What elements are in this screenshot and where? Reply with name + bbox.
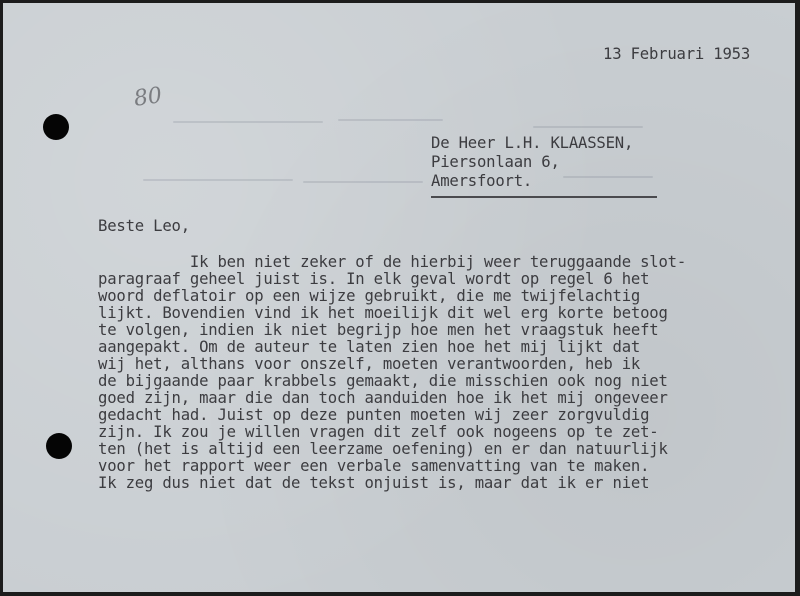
show-through-text	[563, 176, 653, 178]
body-line: goed zijn, maar die dan toch aanduiden hoe ik het mij ongeveer	[98, 389, 668, 407]
punch-hole-bottom	[46, 433, 72, 459]
recipient-street: Piersonlaan 6,	[431, 153, 560, 171]
body-line: aangepakt. Om de auteur te laten zien hoe het mij lijkt dat	[98, 338, 641, 356]
body-line: woord deflatoir op een wijze gebruikt, die me twijfelachtig	[98, 287, 641, 305]
show-through-text	[533, 126, 643, 128]
show-through-text	[303, 181, 423, 183]
salutation: Beste Leo,	[98, 217, 190, 235]
body-line: ten (het is altijd een leerzame oefening) en er dan natuurlijk	[98, 440, 668, 458]
pencil-annotation: 80	[132, 83, 164, 112]
body-line: Ik zeg dus niet dat de tekst onjuist is, maar dat ik er niet	[98, 474, 650, 492]
body-line: lijkt. Bovendien vind ik het moeilijk dit wel erg korte betoog	[98, 304, 668, 322]
show-through-text	[173, 121, 323, 123]
punch-hole-top	[43, 114, 69, 140]
letter-date: 13 Februari 1953	[603, 45, 751, 63]
show-through-text	[143, 179, 293, 181]
body-line: gedacht had. Juist op deze punten moeten wij zeer zorgvuldig	[98, 406, 650, 424]
body-line: te volgen, indien ik niet begrijp hoe men het vraagstuk heeft	[98, 321, 659, 339]
recipient-city: Amersfoort.	[431, 172, 533, 190]
address-underline	[431, 196, 657, 198]
body-line: wij het, althans voor onszelf, moeten verantwoorden, heb ik	[98, 355, 641, 373]
body-line: paragraaf geheel juist is. In elk geval wordt op regel 6 het	[98, 270, 650, 288]
letter-sheet	[3, 3, 795, 592]
body-line: de bijgaande paar krabbels gemaakt, die misschien ook nog niet	[98, 372, 668, 390]
body-line: zijn. Ik zou je willen vragen dit zelf ook nogeens op te zet-	[98, 423, 659, 441]
body-line: Ik ben niet zeker of de hierbij weer teruggaande slot-	[98, 253, 687, 271]
recipient-name: De Heer L.H. KLAASSEN,	[431, 134, 634, 152]
show-through-text	[338, 119, 443, 121]
body-line: voor het rapport weer een verbale samenvatting van te maken.	[98, 457, 650, 475]
